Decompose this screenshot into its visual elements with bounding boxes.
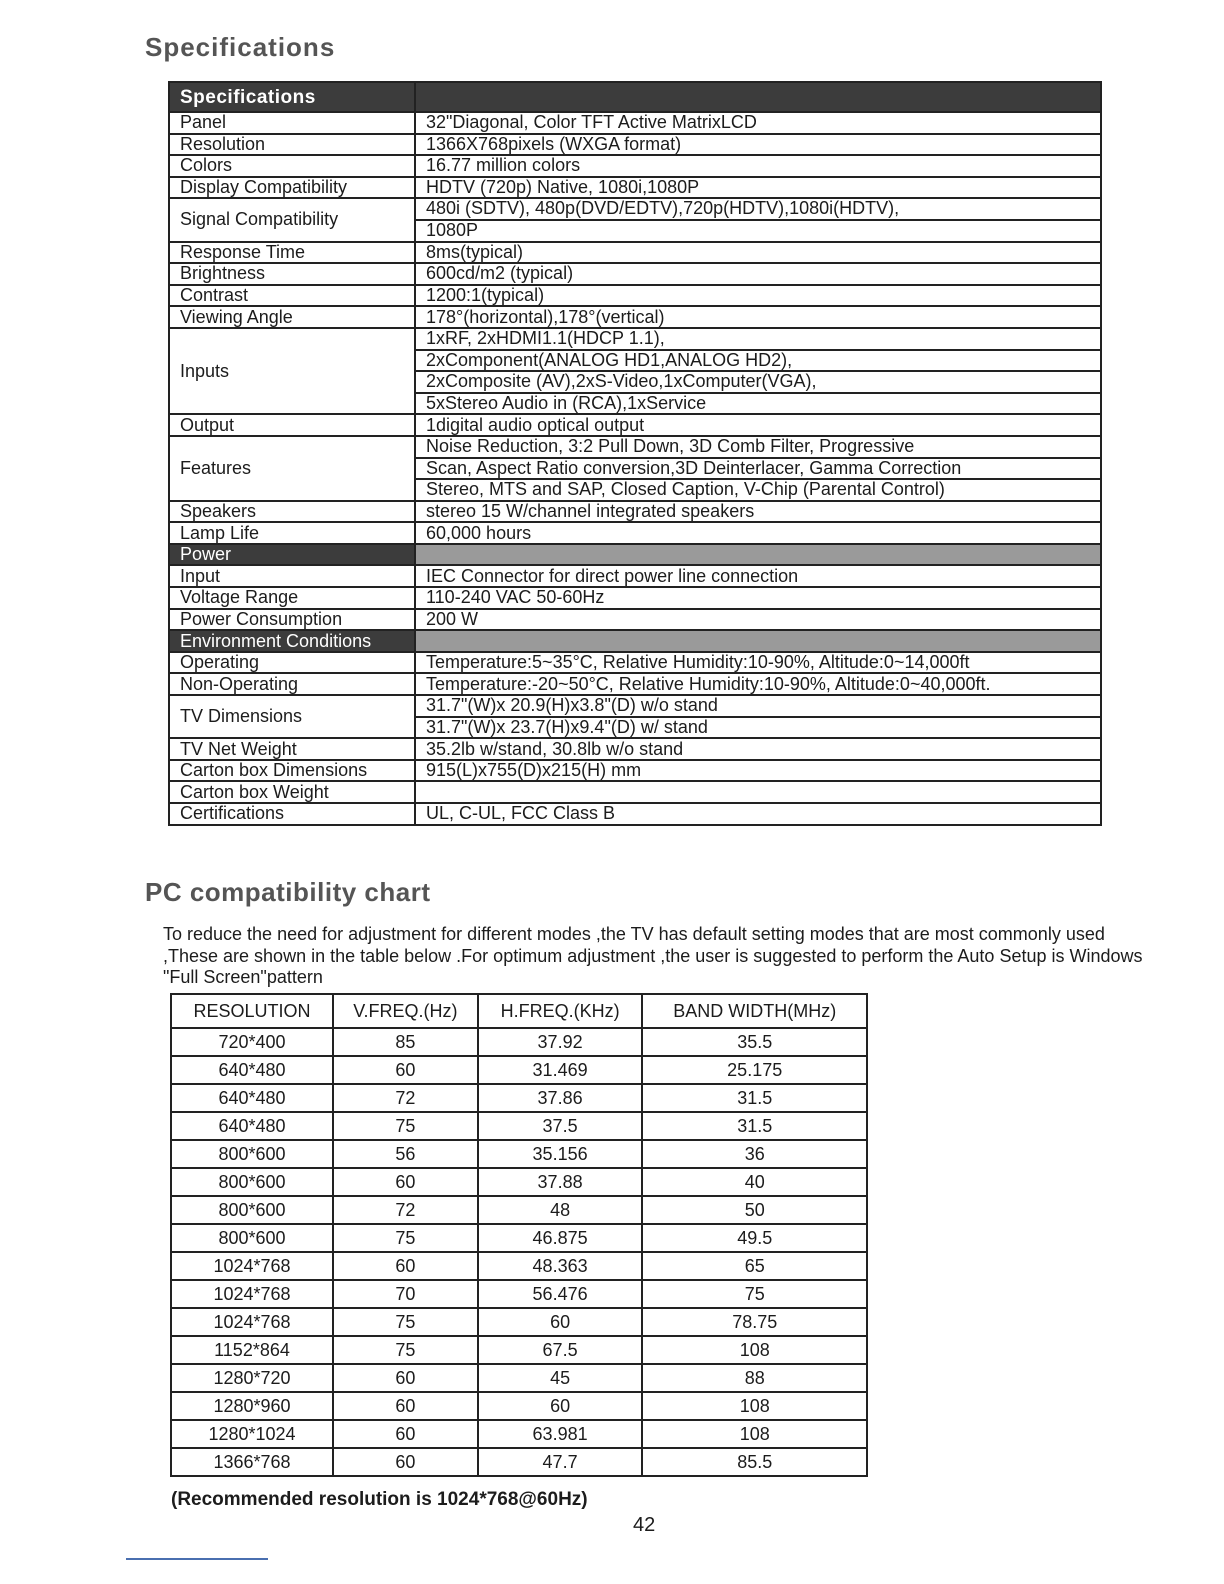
pc-cell-bandwidth: 75 bbox=[642, 1280, 867, 1308]
spec-label: Operating bbox=[169, 652, 415, 674]
pc-table-row bbox=[171, 1056, 867, 1084]
pc-header-row bbox=[171, 994, 867, 1028]
pc-cell-vfreq: 85 bbox=[333, 1028, 478, 1056]
spec-label: Resolution bbox=[169, 134, 415, 156]
spec-value: 915(L)x755(D)x215(H) mm bbox=[415, 760, 1101, 782]
spec-value: 600cd/m2 (typical) bbox=[415, 263, 1101, 285]
spec-value: 8ms(typical) bbox=[415, 242, 1101, 264]
spec-label: Non-Operating bbox=[169, 673, 415, 695]
pc-cell-bandwidth: 88 bbox=[642, 1364, 867, 1392]
pc-cell-resolution: 800*600 bbox=[171, 1224, 333, 1252]
pc-cell-resolution: 1024*768 bbox=[171, 1252, 333, 1280]
spec-label: Panel bbox=[169, 112, 415, 134]
spec-value-line: 1xRF, 2xHDMI1.1(HDCP 1.1), bbox=[416, 329, 1100, 351]
pc-cell-resolution: 1280*1024 bbox=[171, 1420, 333, 1448]
pc-table-row bbox=[171, 1420, 867, 1448]
spec-value: stereo 15 W/channel integrated speakers bbox=[415, 501, 1101, 523]
spec-value: 32"Diagonal, Color TFT Active MatrixLCD bbox=[415, 112, 1101, 134]
pc-cell-bandwidth: 108 bbox=[642, 1392, 867, 1420]
spec-label: Contrast bbox=[169, 285, 415, 307]
spec-value bbox=[415, 198, 1101, 241]
pc-cell-vfreq: 60 bbox=[333, 1420, 478, 1448]
spec-label: Colors bbox=[169, 155, 415, 177]
pc-cell-hfreq: 37.5 bbox=[478, 1112, 643, 1140]
spec-value bbox=[415, 328, 1101, 414]
spec-value-line: 31.7"(W)x 20.9(H)x3.8"(D) w/o stand bbox=[416, 696, 1100, 718]
spec-row bbox=[169, 285, 1101, 307]
pc-cell-vfreq: 72 bbox=[333, 1084, 478, 1112]
pc-header-resolution: RESOLUTION bbox=[171, 994, 333, 1028]
pc-cell-hfreq: 60 bbox=[478, 1308, 643, 1336]
pc-header-hfreq: H.FREQ.(KHz) bbox=[478, 994, 643, 1028]
spec-value: Temperature:5~35°C, Relative Humidity:10-90%, Altitude:0~14,000ft bbox=[415, 652, 1101, 674]
spec-row bbox=[169, 652, 1101, 674]
pc-table-row bbox=[171, 1168, 867, 1196]
spec-label: Output bbox=[169, 414, 415, 436]
pc-cell-hfreq: 46.875 bbox=[478, 1224, 643, 1252]
pc-cell-hfreq: 35.156 bbox=[478, 1140, 643, 1168]
specifications-table bbox=[168, 81, 1102, 826]
pc-table-row bbox=[171, 1392, 867, 1420]
spec-value: 35.2lb w/stand, 30.8lb w/o stand bbox=[415, 738, 1101, 760]
pc-table-row bbox=[171, 1448, 867, 1476]
pc-cell-hfreq: 47.7 bbox=[478, 1448, 643, 1476]
pc-compatibility-table bbox=[170, 993, 868, 1477]
spec-value-line: 2xComponent(ANALOG HD1,ANALOG HD2), bbox=[416, 351, 1100, 373]
spec-header-row bbox=[169, 82, 1101, 112]
spec-value-line: 480i (SDTV), 480p(DVD/EDTV),720p(HDTV),1080i(HDTV), bbox=[416, 199, 1100, 221]
pc-cell-bandwidth: 31.5 bbox=[642, 1084, 867, 1112]
spec-row bbox=[169, 112, 1101, 134]
spec-value: 200 W bbox=[415, 609, 1101, 631]
pc-cell-bandwidth: 40 bbox=[642, 1168, 867, 1196]
pc-cell-bandwidth: 85.5 bbox=[642, 1448, 867, 1476]
spec-value-line: Stereo, MTS and SAP, Closed Caption, V-Chip (Parental Control) bbox=[426, 479, 945, 500]
pc-cell-hfreq: 63.981 bbox=[478, 1420, 643, 1448]
spec-row bbox=[169, 781, 1101, 803]
spec-label: Signal Compatibility bbox=[169, 198, 415, 241]
spec-row bbox=[169, 155, 1101, 177]
pc-cell-resolution: 800*600 bbox=[171, 1140, 333, 1168]
pc-cell-hfreq: 60 bbox=[478, 1392, 643, 1420]
spec-value: 178°(horizontal),178°(vertical) bbox=[415, 306, 1101, 328]
pc-cell-resolution: 640*480 bbox=[171, 1112, 333, 1140]
pc-cell-vfreq: 60 bbox=[333, 1364, 478, 1392]
spec-label: TV Dimensions bbox=[169, 695, 415, 738]
pc-table-row bbox=[171, 1280, 867, 1308]
pc-cell-resolution: 1280*720 bbox=[171, 1364, 333, 1392]
pc-cell-bandwidth: 50 bbox=[642, 1196, 867, 1224]
spec-value bbox=[415, 695, 1101, 738]
pc-chart-title: PC compatibility chart bbox=[145, 877, 431, 907]
pc-cell-bandwidth: 108 bbox=[642, 1336, 867, 1364]
pc-cell-bandwidth: 65 bbox=[642, 1252, 867, 1280]
spec-row bbox=[169, 242, 1101, 264]
spec-row bbox=[169, 306, 1101, 328]
pc-cell-vfreq: 60 bbox=[333, 1056, 478, 1084]
spec-value-line: 31.7"(W)x 23.7(H)x9.4"(D) w/ stand bbox=[426, 716, 708, 737]
pc-cell-hfreq: 48.363 bbox=[478, 1252, 643, 1280]
pc-header-bandwidth: BAND WIDTH(MHz) bbox=[642, 994, 867, 1028]
pc-table-row bbox=[171, 1252, 867, 1280]
pc-cell-vfreq: 72 bbox=[333, 1196, 478, 1224]
page-number: 42 bbox=[633, 1514, 656, 1536]
pc-cell-vfreq: 60 bbox=[333, 1252, 478, 1280]
pc-cell-resolution: 1366*768 bbox=[171, 1448, 333, 1476]
pc-table-row bbox=[171, 1308, 867, 1336]
power-header-blank bbox=[415, 544, 1101, 566]
pc-cell-vfreq: 60 bbox=[333, 1448, 478, 1476]
spec-value: HDTV (720p) Native, 1080i,1080P bbox=[415, 177, 1101, 199]
spec-row bbox=[169, 198, 1101, 241]
pc-cell-resolution: 1024*768 bbox=[171, 1280, 333, 1308]
recommended-resolution-note: (Recommended resolution is 1024*768@60Hz) bbox=[171, 1489, 588, 1510]
spec-row bbox=[169, 587, 1101, 609]
pc-cell-resolution: 1280*960 bbox=[171, 1392, 333, 1420]
spec-value: 16.77 million colors bbox=[415, 155, 1101, 177]
spec-value: IEC Connector for direct power line connection bbox=[415, 565, 1101, 587]
spec-label: Display Compatibility bbox=[169, 177, 415, 199]
pc-cell-resolution: 1024*768 bbox=[171, 1308, 333, 1336]
pc-cell-bandwidth: 108 bbox=[642, 1420, 867, 1448]
pc-cell-hfreq: 37.92 bbox=[478, 1028, 643, 1056]
spec-label: Voltage Range bbox=[169, 587, 415, 609]
pc-cell-hfreq: 56.476 bbox=[478, 1280, 643, 1308]
spec-value-line: Noise Reduction, 3:2 Pull Down, 3D Comb Filter, Progressive bbox=[416, 437, 1100, 459]
spec-header-cell: Specifications bbox=[169, 82, 415, 112]
pc-table-row bbox=[171, 1364, 867, 1392]
pc-cell-vfreq: 75 bbox=[333, 1224, 478, 1252]
pc-table-row bbox=[171, 1224, 867, 1252]
spec-value: 1366X768pixels (WXGA format) bbox=[415, 134, 1101, 156]
spec-row bbox=[169, 609, 1101, 631]
spec-value-line: Scan, Aspect Ratio conversion,3D Deinterlacer, Gamma Correction bbox=[416, 459, 1100, 481]
spec-label: Viewing Angle bbox=[169, 306, 415, 328]
spec-row bbox=[169, 803, 1101, 825]
spec-label: Inputs bbox=[169, 328, 415, 414]
pc-table-row bbox=[171, 1196, 867, 1224]
pc-cell-vfreq: 56 bbox=[333, 1140, 478, 1168]
spec-row bbox=[169, 134, 1101, 156]
pc-cell-bandwidth: 49.5 bbox=[642, 1224, 867, 1252]
pc-cell-vfreq: 75 bbox=[333, 1336, 478, 1364]
pc-cell-hfreq: 67.5 bbox=[478, 1336, 643, 1364]
pc-cell-bandwidth: 25.175 bbox=[642, 1056, 867, 1084]
spec-value: 60,000 hours bbox=[415, 522, 1101, 544]
spec-value-line: 1080P bbox=[426, 219, 479, 240]
pc-table-row bbox=[171, 1336, 867, 1364]
spec-row bbox=[169, 673, 1101, 695]
pc-cell-vfreq: 75 bbox=[333, 1112, 478, 1140]
spec-row bbox=[169, 414, 1101, 436]
pc-cell-resolution: 800*600 bbox=[171, 1196, 333, 1224]
spec-value-line: 5xStereo Audio in (RCA),1xService bbox=[426, 392, 707, 413]
pc-cell-hfreq: 37.88 bbox=[478, 1168, 643, 1196]
pc-cell-bandwidth: 35.5 bbox=[642, 1028, 867, 1056]
spec-label: Power Consumption bbox=[169, 609, 415, 631]
pc-table-row bbox=[171, 1084, 867, 1112]
spec-label: TV Net Weight bbox=[169, 738, 415, 760]
spec-label: Carton box Weight bbox=[169, 781, 415, 803]
spec-value: 110-240 VAC 50-60Hz bbox=[415, 587, 1101, 609]
env-header-blank bbox=[415, 630, 1101, 652]
spec-value: UL, C-UL, FCC Class B bbox=[415, 803, 1101, 825]
spec-value bbox=[415, 436, 1101, 501]
pc-cell-hfreq: 37.86 bbox=[478, 1084, 643, 1112]
pc-cell-resolution: 720*400 bbox=[171, 1028, 333, 1056]
pc-table-row bbox=[171, 1112, 867, 1140]
env-header-cell: Environment Conditions bbox=[169, 630, 415, 652]
pc-cell-vfreq: 70 bbox=[333, 1280, 478, 1308]
spec-value: 1digital audio optical output bbox=[415, 414, 1101, 436]
pc-cell-vfreq: 60 bbox=[333, 1168, 478, 1196]
pc-table-row bbox=[171, 1028, 867, 1056]
spec-label: Carton box Dimensions bbox=[169, 760, 415, 782]
spec-row bbox=[169, 177, 1101, 199]
spec-value-line: 2xComposite (AV),2xS-Video,1xComputer(VGA), bbox=[416, 372, 1100, 394]
spec-row bbox=[169, 738, 1101, 760]
spec-row bbox=[169, 501, 1101, 523]
spec-header-blank bbox=[415, 82, 1101, 112]
pc-cell-bandwidth: 36 bbox=[642, 1140, 867, 1168]
spec-row bbox=[169, 695, 1101, 738]
pc-cell-vfreq: 75 bbox=[333, 1308, 478, 1336]
spec-row bbox=[169, 522, 1101, 544]
spec-label: Certifications bbox=[169, 803, 415, 825]
spec-label: Brightness bbox=[169, 263, 415, 285]
pc-cell-hfreq: 31.469 bbox=[478, 1056, 643, 1084]
pc-header-vfreq: V.FREQ.(Hz) bbox=[333, 994, 478, 1028]
pc-cell-hfreq: 48 bbox=[478, 1196, 643, 1224]
spec-page-title: Specifications bbox=[145, 32, 336, 62]
spec-label: Speakers bbox=[169, 501, 415, 523]
spec-label: Response Time bbox=[169, 242, 415, 264]
footer-rule bbox=[126, 1558, 268, 1560]
spec-value: Temperature:-20~50°C, Relative Humidity:10-90%, Altitude:0~40,000ft. bbox=[415, 673, 1101, 695]
spec-label: Features bbox=[169, 436, 415, 501]
pc-cell-resolution: 1152*864 bbox=[171, 1336, 333, 1364]
pc-cell-resolution: 640*480 bbox=[171, 1084, 333, 1112]
spec-row bbox=[169, 328, 1101, 414]
spec-value bbox=[415, 781, 1101, 803]
pc-cell-hfreq: 45 bbox=[478, 1364, 643, 1392]
spec-row bbox=[169, 263, 1101, 285]
pc-cell-bandwidth: 78.75 bbox=[642, 1308, 867, 1336]
pc-cell-vfreq: 60 bbox=[333, 1392, 478, 1420]
spec-value: 1200:1(typical) bbox=[415, 285, 1101, 307]
pc-cell-resolution: 800*600 bbox=[171, 1168, 333, 1196]
spec-row bbox=[169, 565, 1101, 587]
power-header-cell: Power bbox=[169, 544, 415, 566]
power-header-row bbox=[169, 544, 1101, 566]
pc-cell-bandwidth: 31.5 bbox=[642, 1112, 867, 1140]
pc-intro-text: To reduce the need for adjustment for different modes ,the TV has default setting modes that are most commonly used ,These are shown in the table below .For optimum adjustment ,the user is suggested to perform the Auto Setup is Windows "Full Screen"pattern bbox=[163, 924, 1143, 987]
spec-label: Input bbox=[169, 565, 415, 587]
env-header-row bbox=[169, 630, 1101, 652]
pc-table-row bbox=[171, 1140, 867, 1168]
spec-row bbox=[169, 760, 1101, 782]
spec-row bbox=[169, 436, 1101, 501]
spec-label: Lamp Life bbox=[169, 522, 415, 544]
pc-cell-resolution: 640*480 bbox=[171, 1056, 333, 1084]
